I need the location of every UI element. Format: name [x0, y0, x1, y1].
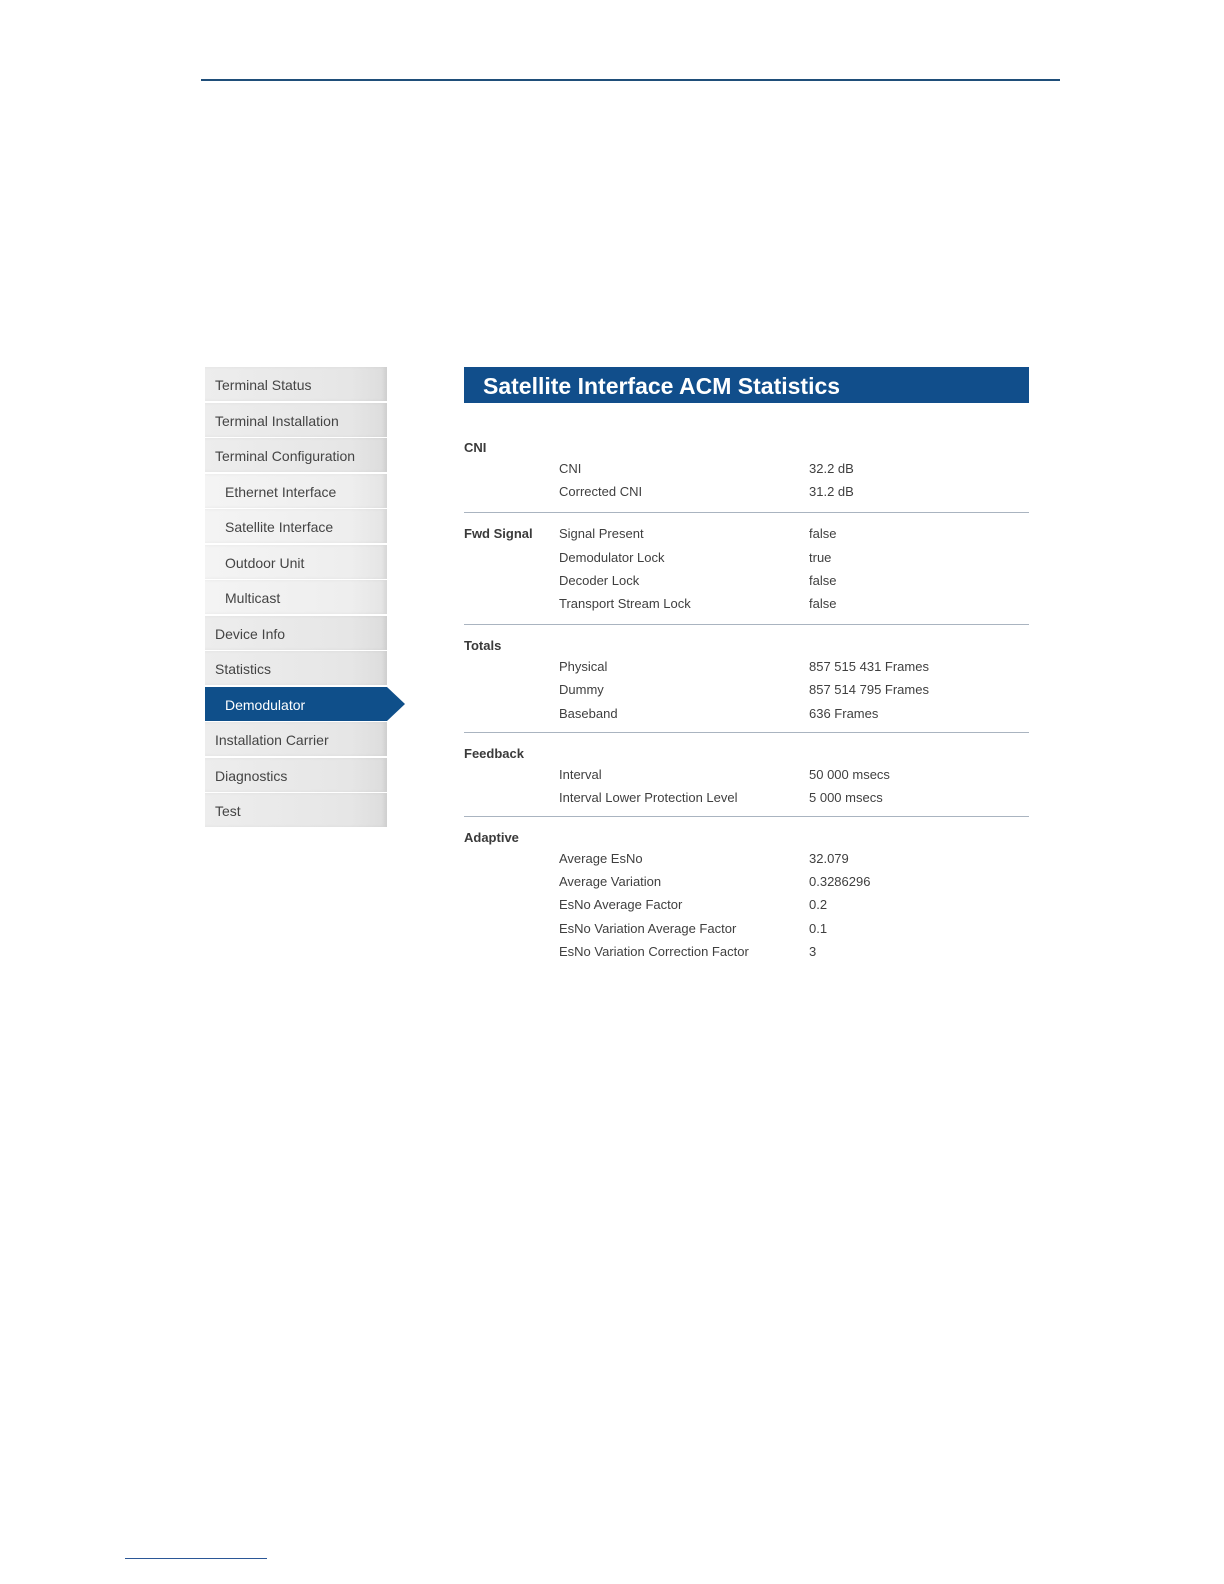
stat-row [464, 481, 1029, 504]
section-totals [464, 625, 1029, 733]
stat-key: EsNo Variation Correction Factor [559, 943, 749, 959]
stat-row [464, 656, 1029, 679]
stat-key: Corrected CNI [559, 484, 643, 500]
sidebar-nav [205, 367, 387, 829]
stat-key: Dummy [559, 682, 604, 698]
stat-value: 50 000 msecs [809, 766, 890, 782]
stat-value: 636 Frames [809, 705, 879, 721]
main-content [464, 367, 1029, 964]
stat-key: Transport Stream Lock [559, 595, 691, 611]
stat-value: 0.3286296 [809, 874, 871, 890]
sidebar-item-test[interactable]: Test [205, 793, 387, 827]
stat-row [464, 764, 1029, 787]
stat-key: Interval Lower Protection Level [559, 789, 738, 805]
stat-row [464, 703, 1029, 726]
stat-value: 857 514 795 Frames [809, 682, 929, 698]
stat-value: 32.079 [809, 851, 849, 867]
stat-key: CNI [559, 461, 582, 476]
stat-value: false [809, 526, 837, 542]
stat-key: Interval [559, 766, 602, 782]
sidebar-item-terminal-status[interactable]: Terminal Status [205, 367, 387, 401]
sidebar-item-statistics[interactable]: Statistics [205, 651, 387, 685]
stat-key: Average EsNo [559, 851, 643, 867]
page-title: Satellite Interface ACM Statistics [464, 367, 1029, 403]
stat-value: false [809, 595, 837, 611]
section-label: Fwd Signal [464, 526, 533, 542]
stat-value: true [809, 549, 832, 565]
stat-row [464, 894, 1029, 917]
section-feedback [464, 733, 1029, 817]
stat-row [464, 918, 1029, 941]
stat-row [464, 523, 1029, 546]
stat-row [464, 787, 1029, 810]
sidebar-item-installation-carrier[interactable]: Installation Carrier [205, 722, 387, 756]
section-label: Adaptive [464, 830, 519, 846]
stat-value: 0.1 [809, 920, 828, 936]
stat-row [464, 458, 1029, 481]
sidebar-item-outdoor-unit[interactable]: Outdoor Unit [205, 545, 387, 579]
stat-row [464, 570, 1029, 593]
stat-key: Average Variation [559, 874, 662, 890]
stat-row [464, 547, 1029, 570]
section-label: Feedback [464, 745, 524, 761]
stat-value: 31.2 dB [809, 484, 854, 500]
stat-key: Decoder Lock [559, 572, 640, 588]
stat-value: 32.2 dB [809, 461, 854, 476]
stat-key: Physical [559, 659, 608, 675]
section-fwd-signal [464, 513, 1029, 625]
stat-row [464, 848, 1029, 871]
sidebar-item-device-info[interactable]: Device Info [205, 616, 387, 650]
stat-key: Demodulator Lock [559, 549, 665, 565]
stat-key: EsNo Variation Average Factor [559, 920, 737, 936]
stat-value: 3 [809, 943, 817, 959]
section-label: CNI [464, 440, 487, 455]
section-label: Totals [464, 638, 502, 654]
sidebar-item-ethernet-interface[interactable]: Ethernet Interface [205, 474, 387, 508]
section-cni [464, 435, 1029, 513]
stat-row [464, 593, 1029, 616]
stat-value: 857 515 431 Frames [809, 659, 929, 675]
stat-row [464, 871, 1029, 894]
header-rule [201, 79, 1060, 81]
stat-value: 0.2 [809, 897, 828, 913]
section-adaptive [464, 817, 1029, 964]
sidebar-item-terminal-configuration[interactable]: Terminal Configuration [205, 438, 387, 472]
footer-rule [125, 1558, 267, 1559]
sidebar-item-demodulator[interactable]: Demodulator [205, 687, 387, 721]
stat-row [464, 941, 1029, 964]
stat-key: EsNo Average Factor [559, 897, 683, 913]
sidebar-item-terminal-installation[interactable]: Terminal Installation [205, 403, 387, 437]
stat-value: false [809, 572, 837, 588]
stat-key: Baseband [559, 705, 618, 721]
stat-row [464, 679, 1029, 702]
sidebar-item-satellite-interface[interactable]: Satellite Interface [205, 509, 387, 543]
sidebar-item-multicast[interactable]: Multicast [205, 580, 387, 614]
sidebar-item-diagnostics[interactable]: Diagnostics [205, 758, 387, 792]
stat-value: 5 000 msecs [809, 789, 883, 805]
stat-key: Signal Present [559, 526, 644, 542]
